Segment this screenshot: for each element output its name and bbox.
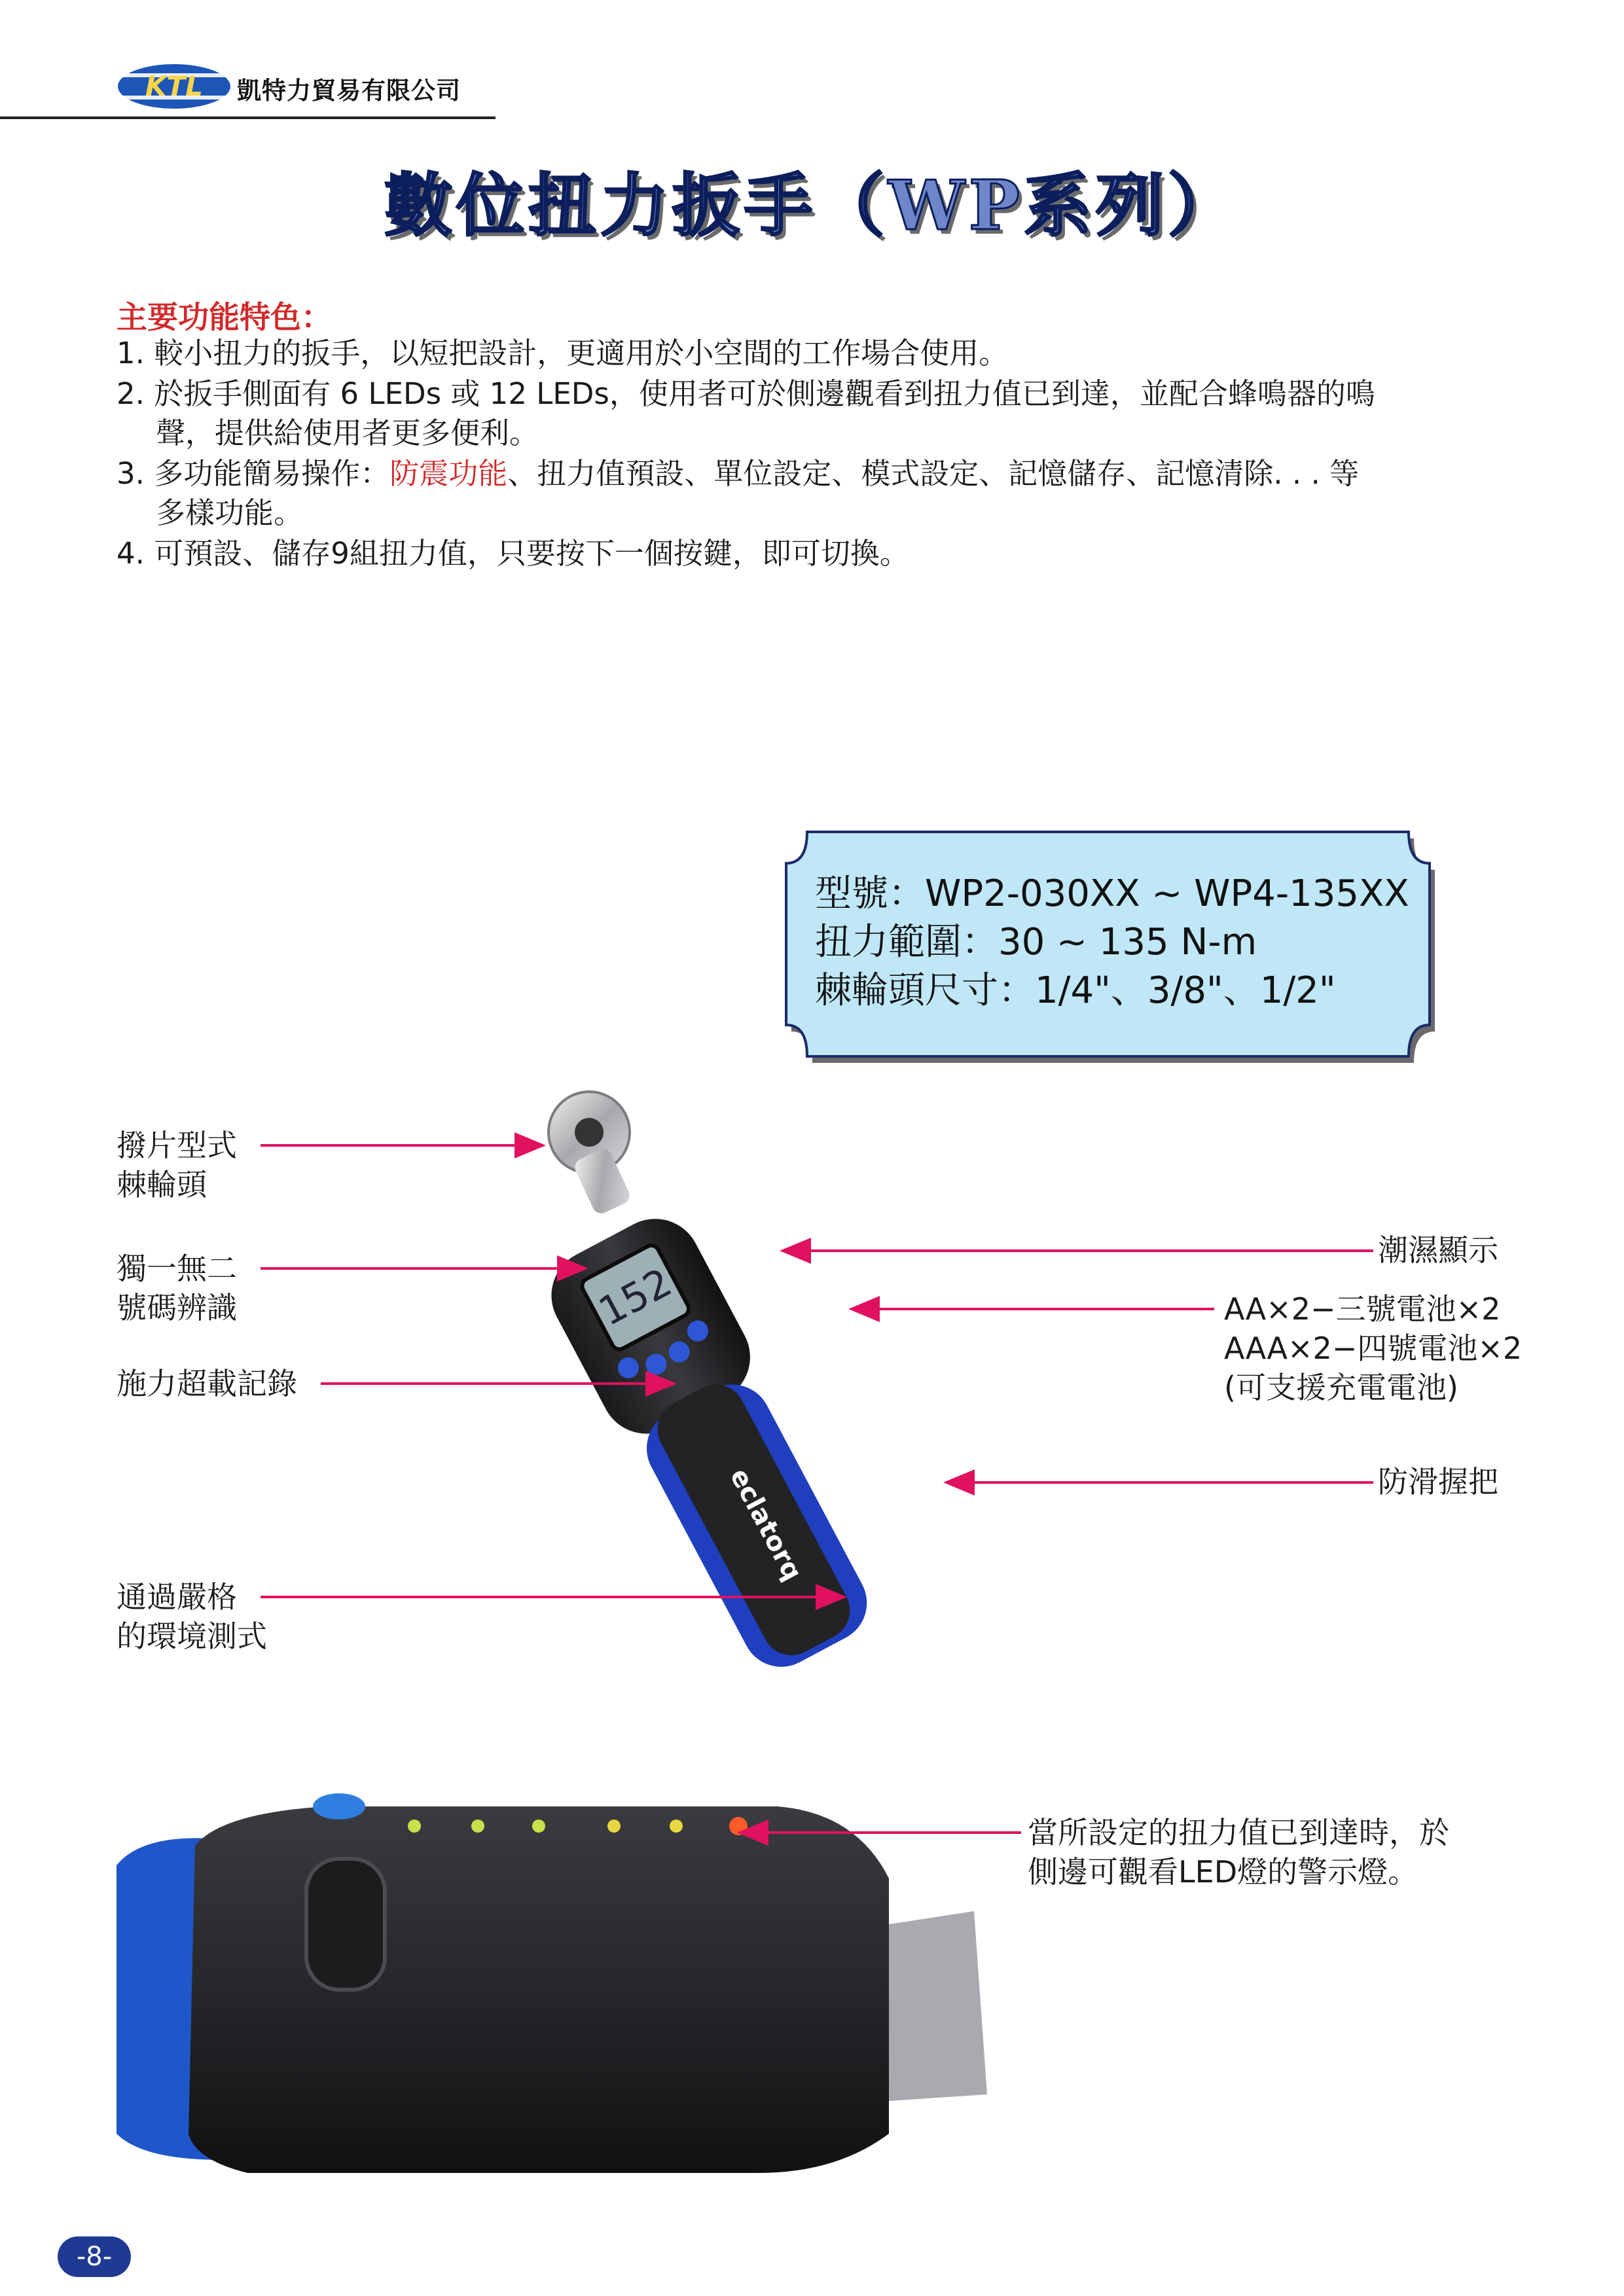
feature-3-highlight: 防震功能 bbox=[389, 456, 508, 491]
feature-3-post: 、扭力值預設、單位設定、模式設定、記憶儲存、記憶清除. . . 等 bbox=[507, 456, 1360, 491]
feature-3-line2: 多樣功能。 bbox=[156, 495, 304, 530]
features-heading: 主要功能特色： bbox=[117, 300, 332, 336]
label-ratchet-head bbox=[117, 1126, 237, 1204]
company-name: 凱特力貿易有限公司 bbox=[237, 77, 461, 105]
torque-wrench-image bbox=[511, 1073, 1047, 1689]
label-ratchet-line2: 棘輪頭 bbox=[117, 1167, 207, 1202]
label-serial-line2: 號碼辨識 bbox=[117, 1290, 237, 1325]
label-ratchet-line1: 撥片型式 bbox=[117, 1128, 237, 1163]
feature-item-2 bbox=[117, 374, 1537, 453]
label-led-warning bbox=[1028, 1813, 1449, 1892]
header-divider bbox=[0, 117, 496, 119]
spec-ratchet: 棘輪頭尺寸：1/4"、3/8"、1/2" bbox=[815, 969, 1336, 1012]
label-serial-line1: 獨一無二 bbox=[117, 1251, 237, 1286]
page-number: -8- bbox=[58, 2236, 131, 2277]
feature-3-pre: 3. 多功能簡易操作： bbox=[117, 456, 390, 491]
feature-item-1 bbox=[117, 334, 1537, 373]
feature-2-line1: 2. 於扳手側面有 6 LEDs 或 12 LEDs，使用者可於側邊觀看到扭力值已到達，並配合蜂鳴器的鳴 bbox=[117, 376, 1375, 411]
spec-range: 扭力範圍：30 ~ 135 N-m bbox=[815, 921, 1257, 963]
label-environment bbox=[117, 1577, 267, 1656]
label-humidity: 潮濕顯示 bbox=[1378, 1232, 1498, 1268]
label-battery-line2: AAA×2−四號電池×2 bbox=[1224, 1331, 1523, 1366]
logo-text: KTL bbox=[145, 70, 203, 102]
ktl-logo bbox=[117, 60, 232, 113]
label-env-line2: 的環境測式 bbox=[117, 1619, 267, 1654]
label-grip: 防滑握把 bbox=[1378, 1464, 1498, 1499]
led-closeup-image bbox=[117, 1793, 1000, 2179]
feature-item-3 bbox=[117, 454, 1537, 533]
label-battery-line3: (可支援充電電池) bbox=[1224, 1370, 1458, 1405]
spec-model: 型號：WP2-030XX ~ WP4-135XX bbox=[815, 872, 1409, 915]
label-env-line1: 通過嚴格 bbox=[117, 1579, 237, 1615]
feature-1-text: 1. 較小扭力的扳手，以短把設計，更適用於小空間的工作場合使用。 bbox=[117, 336, 1009, 370]
feature-4-text: 4. 可預設、儲存9組扭力值，只要按下一個按鍵，即可切換。 bbox=[117, 536, 909, 571]
feature-2-line2: 聲，提供給使用者更多便利。 bbox=[156, 416, 539, 450]
page-title: 數位扭力扳手（WP系列） bbox=[384, 165, 1240, 245]
feature-item-4 bbox=[117, 534, 1537, 573]
label-led-line2: 側邊可觀看LED燈的警示燈。 bbox=[1028, 1854, 1418, 1890]
label-led-line1: 當所設定的扭力值已到達時，於 bbox=[1028, 1815, 1449, 1850]
label-battery-line1: AA×2−三號電池×2 bbox=[1224, 1291, 1501, 1327]
brand-text: eclatorq bbox=[723, 1463, 808, 1586]
label-overload: 施力超載記錄 bbox=[117, 1366, 297, 1401]
label-battery bbox=[1224, 1289, 1522, 1407]
label-serial bbox=[117, 1249, 237, 1327]
display-value: 152 bbox=[591, 1259, 679, 1336]
